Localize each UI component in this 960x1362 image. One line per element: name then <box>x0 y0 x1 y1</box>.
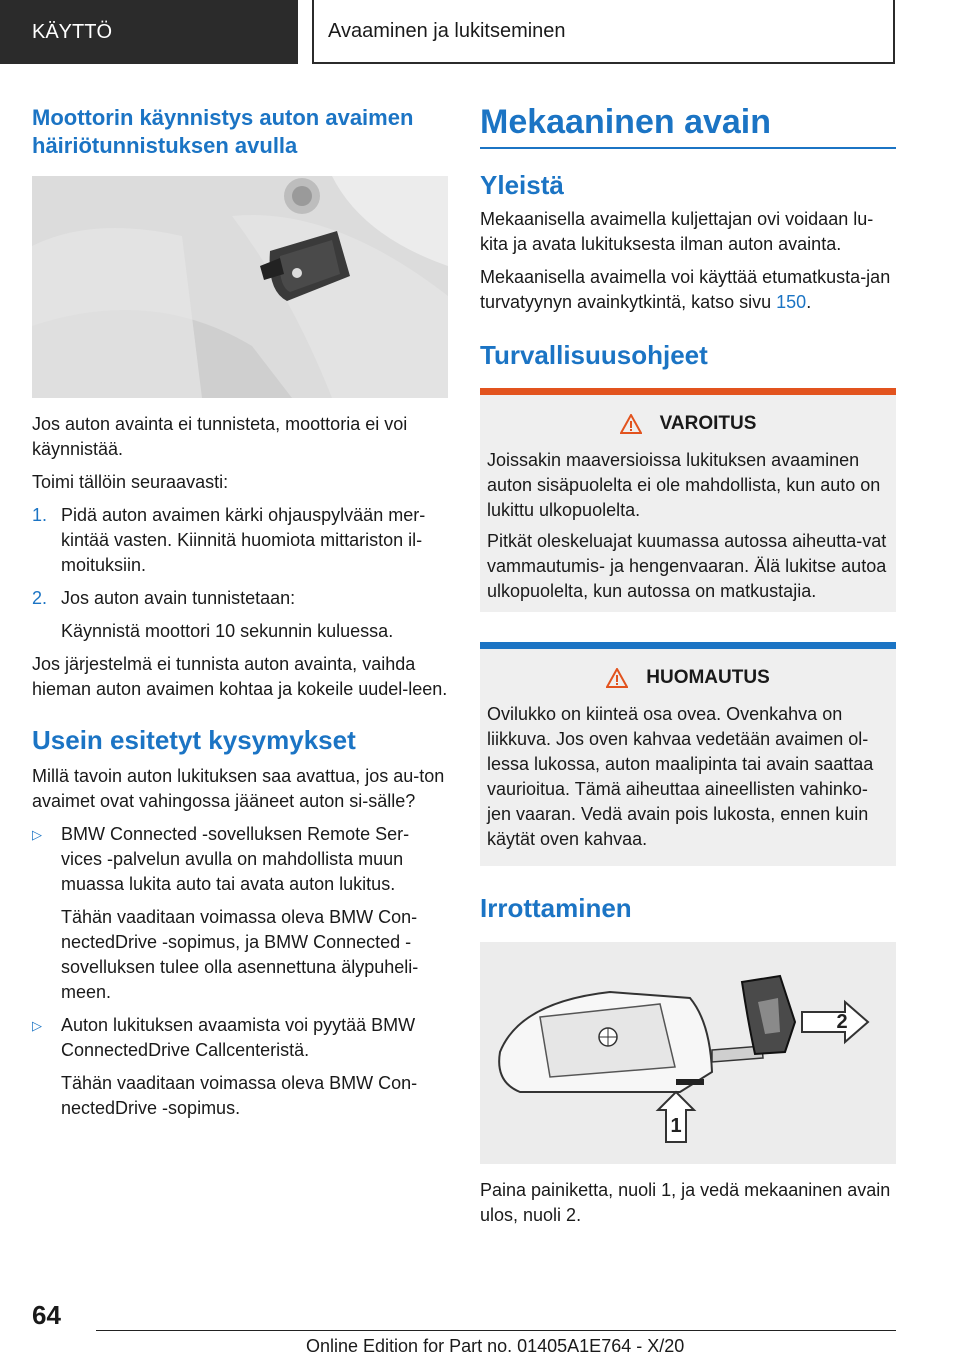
notice-title <box>487 660 889 696</box>
notice-triangle-icon <box>606 668 628 688</box>
warning-box <box>480 388 896 612</box>
key-removal-illustration <box>480 942 896 1164</box>
faq-heading: Usein esitetyt kysymykset <box>32 725 356 755</box>
faq-question: Millä tavoin auton lukituksen saa avattua, jos au-ton avaimet ovat vahingossa jääneet auton si-sälle? <box>32 766 445 811</box>
step-number: 1. <box>32 505 48 525</box>
general-text-2 <box>480 265 896 315</box>
safety-heading: Turvallisuusohjeet <box>480 340 708 370</box>
bullet-triangle-icon: ▷ <box>32 1018 42 1033</box>
chapter-label: Avaaminen ja lukitseminen <box>328 19 566 42</box>
page-reference-link[interactable]: 150 <box>776 292 807 312</box>
warning-text-2: Pitkät oleskeluajat kuumassa autossa aiheutta-vat vammautumis- ja hengenvaaran. Älä lukitse autoa ulkopuolelta, kun autossa on matkustajia. <box>487 531 887 601</box>
steering-column-image <box>32 176 448 398</box>
step-text: Jos auton avain tunnistetaan: <box>61 588 296 608</box>
warning-text-1: Joissakin maaversioissa lukituksen avaaminen auton sisäpuolelta ei ole mahdollista, kun auto on lukittu ulkopuolelta. <box>487 450 881 520</box>
notice-box <box>480 642 896 866</box>
notice-text: Ovilukko on kiinteä osa ovea. Ovenkahva on liikkuva. Jos oven kahvaa vedetään avaimen ol-lessa lukossa, auton maalipinta tai avain saattaa vaurioitua. Tämä aiheuttaa aineellisten vahinko-jen vaaran. Vedä avain pois lukosta, ennen kuin käytät oven kahvaa. <box>487 704 874 849</box>
bullet-triangle-icon: ▷ <box>32 827 42 842</box>
not-recognized-text: Jos auton avainta ei tunnisteta, moottoria ei voi käynnistää. <box>32 414 408 459</box>
warning-title-text: VAROITUS <box>659 413 757 434</box>
instructions-intro: Toimi tällöin seuraavasti: <box>32 472 229 492</box>
left-column <box>32 100 448 1121</box>
retry-text: Jos järjestelmä ei tunnista auton avainta, vaihda hieman auton avaimen kohtaa ja kokeile uudel-leen. <box>32 654 448 699</box>
emergency-start-heading: Moottorin käynnistys auton avaimen häiriötunnistuksen avulla <box>32 105 414 158</box>
step-text: Pidä auton avaimen kärki ohjauspylvään mer-kintää vasten. Kiinnitä huomiota mittariston il-moituksiin. <box>61 505 426 575</box>
arrow-2-label: 2 <box>836 1011 848 1033</box>
general-text-2-body: Mekaanisella avaimella voi käyttää etumatkusta-jan turvatyynyn avainkytkintä, katso sivu <box>480 267 891 312</box>
removal-caption: Paina painiketta, nuoli 1, ja vedä mekaaninen avain ulos, nuoli 2. <box>480 1180 891 1225</box>
warning-bar <box>480 388 896 395</box>
notice-bar <box>480 642 896 649</box>
step-sub-text: Käynnistä moottori 10 sekunnin kuluessa. <box>61 621 394 641</box>
step-number: 2. <box>32 588 48 608</box>
footer-divider <box>96 1330 896 1331</box>
notice-title-text: HUOMAUTUS <box>646 667 770 688</box>
arrow-1-label: 1 <box>670 1115 682 1137</box>
general-heading: Yleistä <box>480 170 564 200</box>
section-tab <box>0 0 298 64</box>
bullet-sub-text: Tähän vaaditaan voimassa oleva BMW Con-nectedDrive -sopimus. <box>61 1073 418 1118</box>
chapter-tab <box>312 0 895 64</box>
right-column <box>480 100 896 1228</box>
edition-footer: Online Edition for Part no. 01405A1E764 - X/20 <box>306 1336 685 1356</box>
bullet-text: BMW Connected -sovelluksen Remote Ser-vices -palvelun avulla on mahdollista muun muassa lukita auto tai avata auton lukitus. <box>61 824 410 894</box>
page-title: Mekaaninen avain <box>480 100 896 149</box>
section-label: KÄYTTÖ <box>32 20 113 43</box>
bullet-text: Auton lukituksen avaamista voi pyytää BMW ConnectedDrive Callcenteristä. <box>61 1015 416 1060</box>
steering-column-illustration <box>32 176 448 398</box>
removal-heading: Irrottaminen <box>480 893 632 923</box>
page-number: 64 <box>32 1300 61 1330</box>
general-text-2-end: . <box>806 292 812 312</box>
list-item <box>32 586 448 611</box>
list-item <box>32 1013 448 1063</box>
general-text-1: Mekaanisella avaimella kuljettajan ovi voidaan lu-kita ja avata lukituksesta ilman auton avainta. <box>480 209 874 254</box>
warning-triangle-icon <box>620 414 642 434</box>
list-item <box>32 503 448 578</box>
key-removal-image <box>480 942 896 1164</box>
warning-title <box>487 406 889 442</box>
bullet-sub-text: Tähän vaaditaan voimassa oleva BMW Con-nectedDrive -sopimus, ja BMW Connected -sovelluksen tulee olla asennettuna älypuheli-meen. <box>61 907 419 1002</box>
list-item <box>32 822 448 897</box>
